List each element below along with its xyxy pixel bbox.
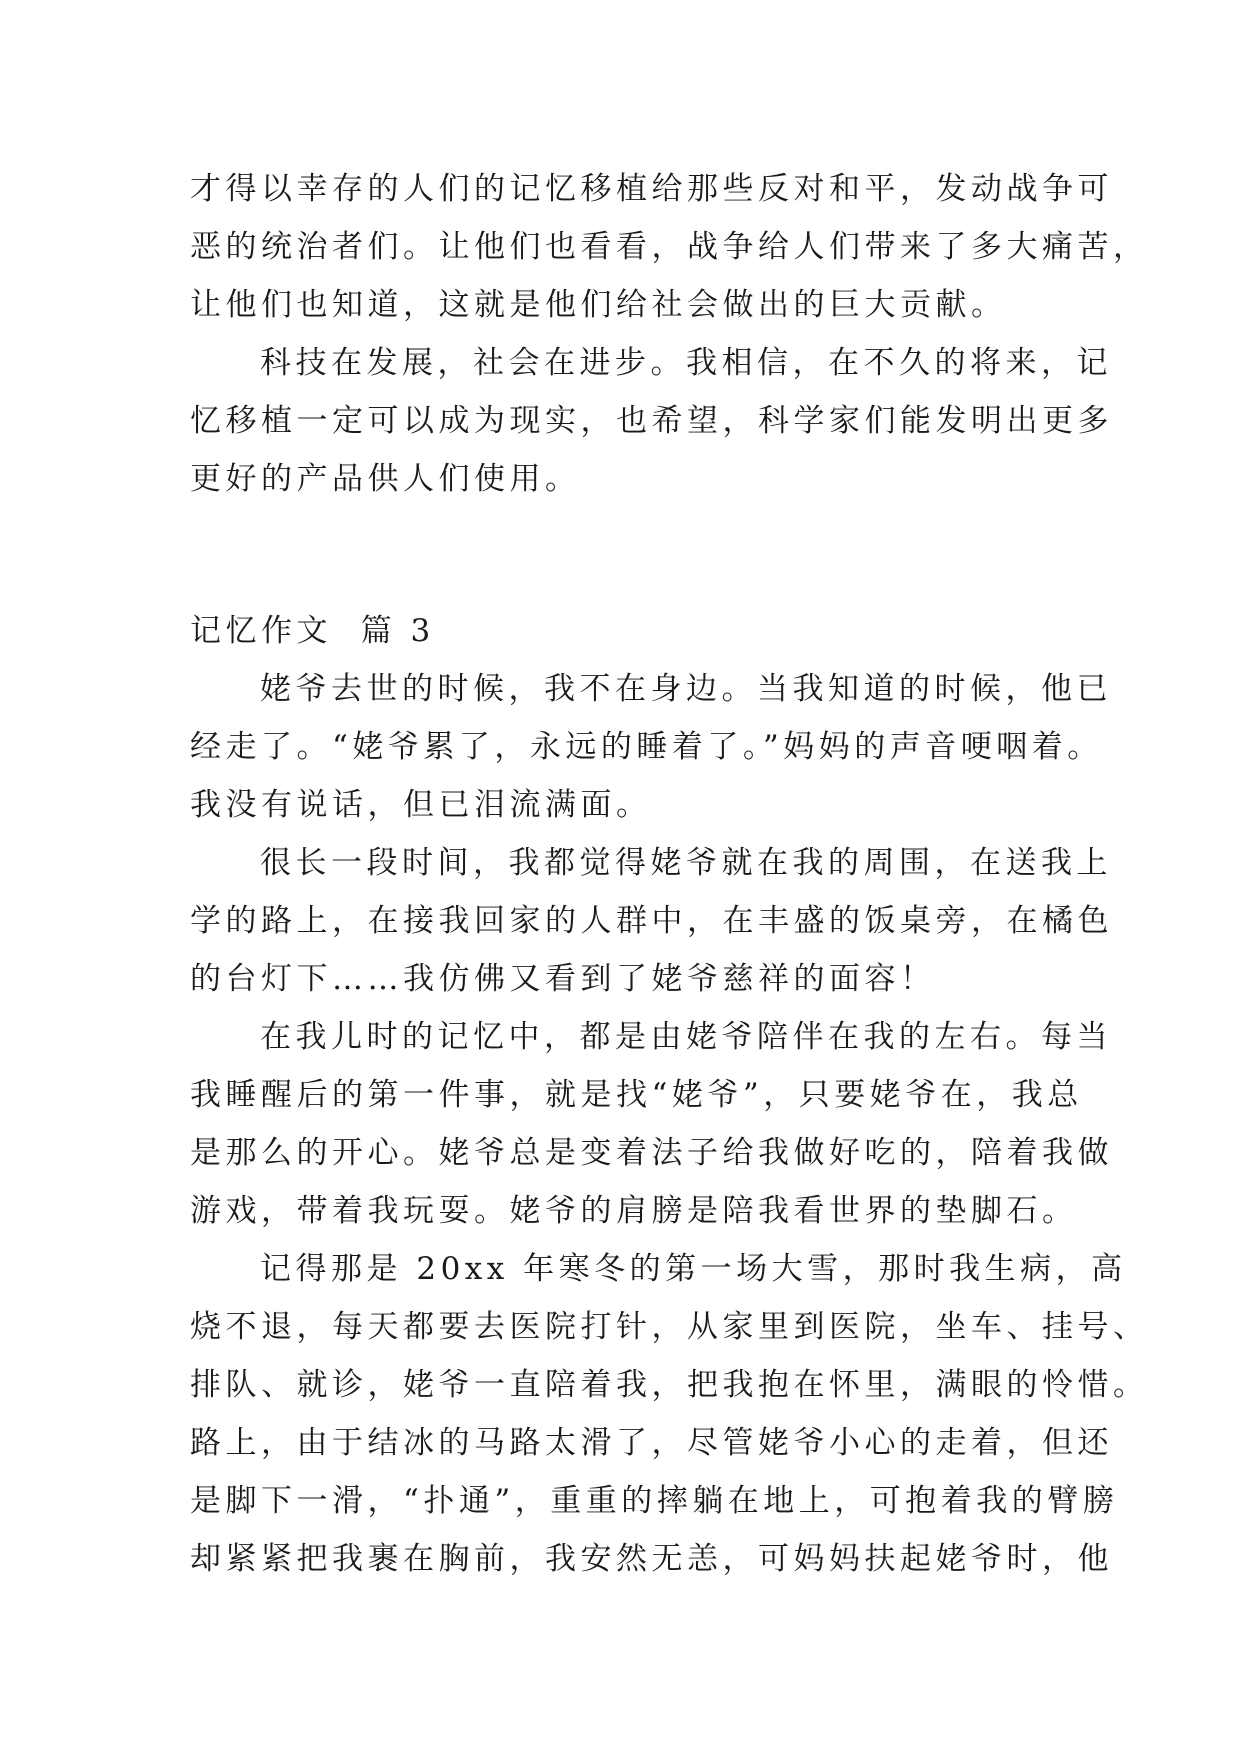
text-line: 忆移植一定可以成为现实，也希望，科学家们能发明出更多 [190,403,1113,439]
text-line: 经走了。“姥爷累了，永远的睡着了。”妈妈的声音哽咽着。 [190,729,1103,765]
continuation-paragraph [190,160,1149,334]
paragraph-4 [190,1240,1149,1588]
section-spacer [190,508,1070,602]
text-line: 游戏，带着我玩耍。姥爷的肩膀是陪我看世界的垫脚石。 [190,1193,1078,1229]
text-line: 烧不退，每天都要去医院打针，从家里到医院，坐车、挂号、 [190,1309,1149,1345]
paragraph-1 [190,660,1112,834]
text-line: 我睡醒后的第一件事，就是找“姥爷”，只要姥爷在，我总 [190,1077,1083,1113]
text-line: 让他们也知道，这就是他们给社会做出的巨大贡献。 [190,287,1007,323]
text-line: 科技在发展，社会在进步。我相信，在不久的将来，记 [260,345,1112,381]
text-line: 才得以幸存的人们的记忆移植给那些反对和平，发动战争可 [190,171,1113,207]
section-title: 记忆作文 篇 3 [190,613,435,649]
text-line: 姥爷去世的时候，我不在身边。当我知道的时候，他已 [260,671,1112,707]
text-line: 很长一段时间，我都觉得姥爷就在我的周围，在送我上 [260,845,1112,881]
text-line: 在我儿时的记忆中，都是由姥爷陪伴在我的左右。每当 [260,1019,1112,1055]
text-line: 排队、就诊，姥爷一直陪着我，把我抱在怀里，满眼的怜惜。 [190,1367,1149,1403]
paragraph-3 [190,1008,1113,1240]
text-line: 路上，由于结冰的马路太滑了，尽管姥爷小心的走着，但还 [190,1425,1113,1461]
text-line: 更好的产品供人们使用。 [190,461,581,497]
text-line: 的台灯下……我仿佛又看到了姥爷慈祥的面容！ [190,961,936,997]
document-body [190,160,1149,1588]
text-line: 是脚下一滑，“扑通”，重重的摔躺在地上，可抱着我的臂膀 [190,1483,1119,1519]
text-line: 却紧紧把我裹在胸前，我安然无恙，可妈妈扶起姥爷时，他 [190,1541,1113,1577]
paragraph-2 [190,834,1113,1008]
text-line: 是那么的开心。姥爷总是变着法子给我做好吃的，陪着我做 [190,1135,1113,1171]
text-line: 记得那是 20xx 年寒冬的第一场大雪，那时我生病，高 [260,1251,1127,1287]
text-line: 我没有说话，但已泪流满面。 [190,787,652,823]
text-line: 学的路上，在接我回家的人群中，在丰盛的饭桌旁，在橘色 [190,903,1113,939]
closing-paragraph [190,334,1113,508]
text-line: 恶的统治者们。让他们也看看，战争给人们带来了多大痛苦， [190,229,1149,265]
